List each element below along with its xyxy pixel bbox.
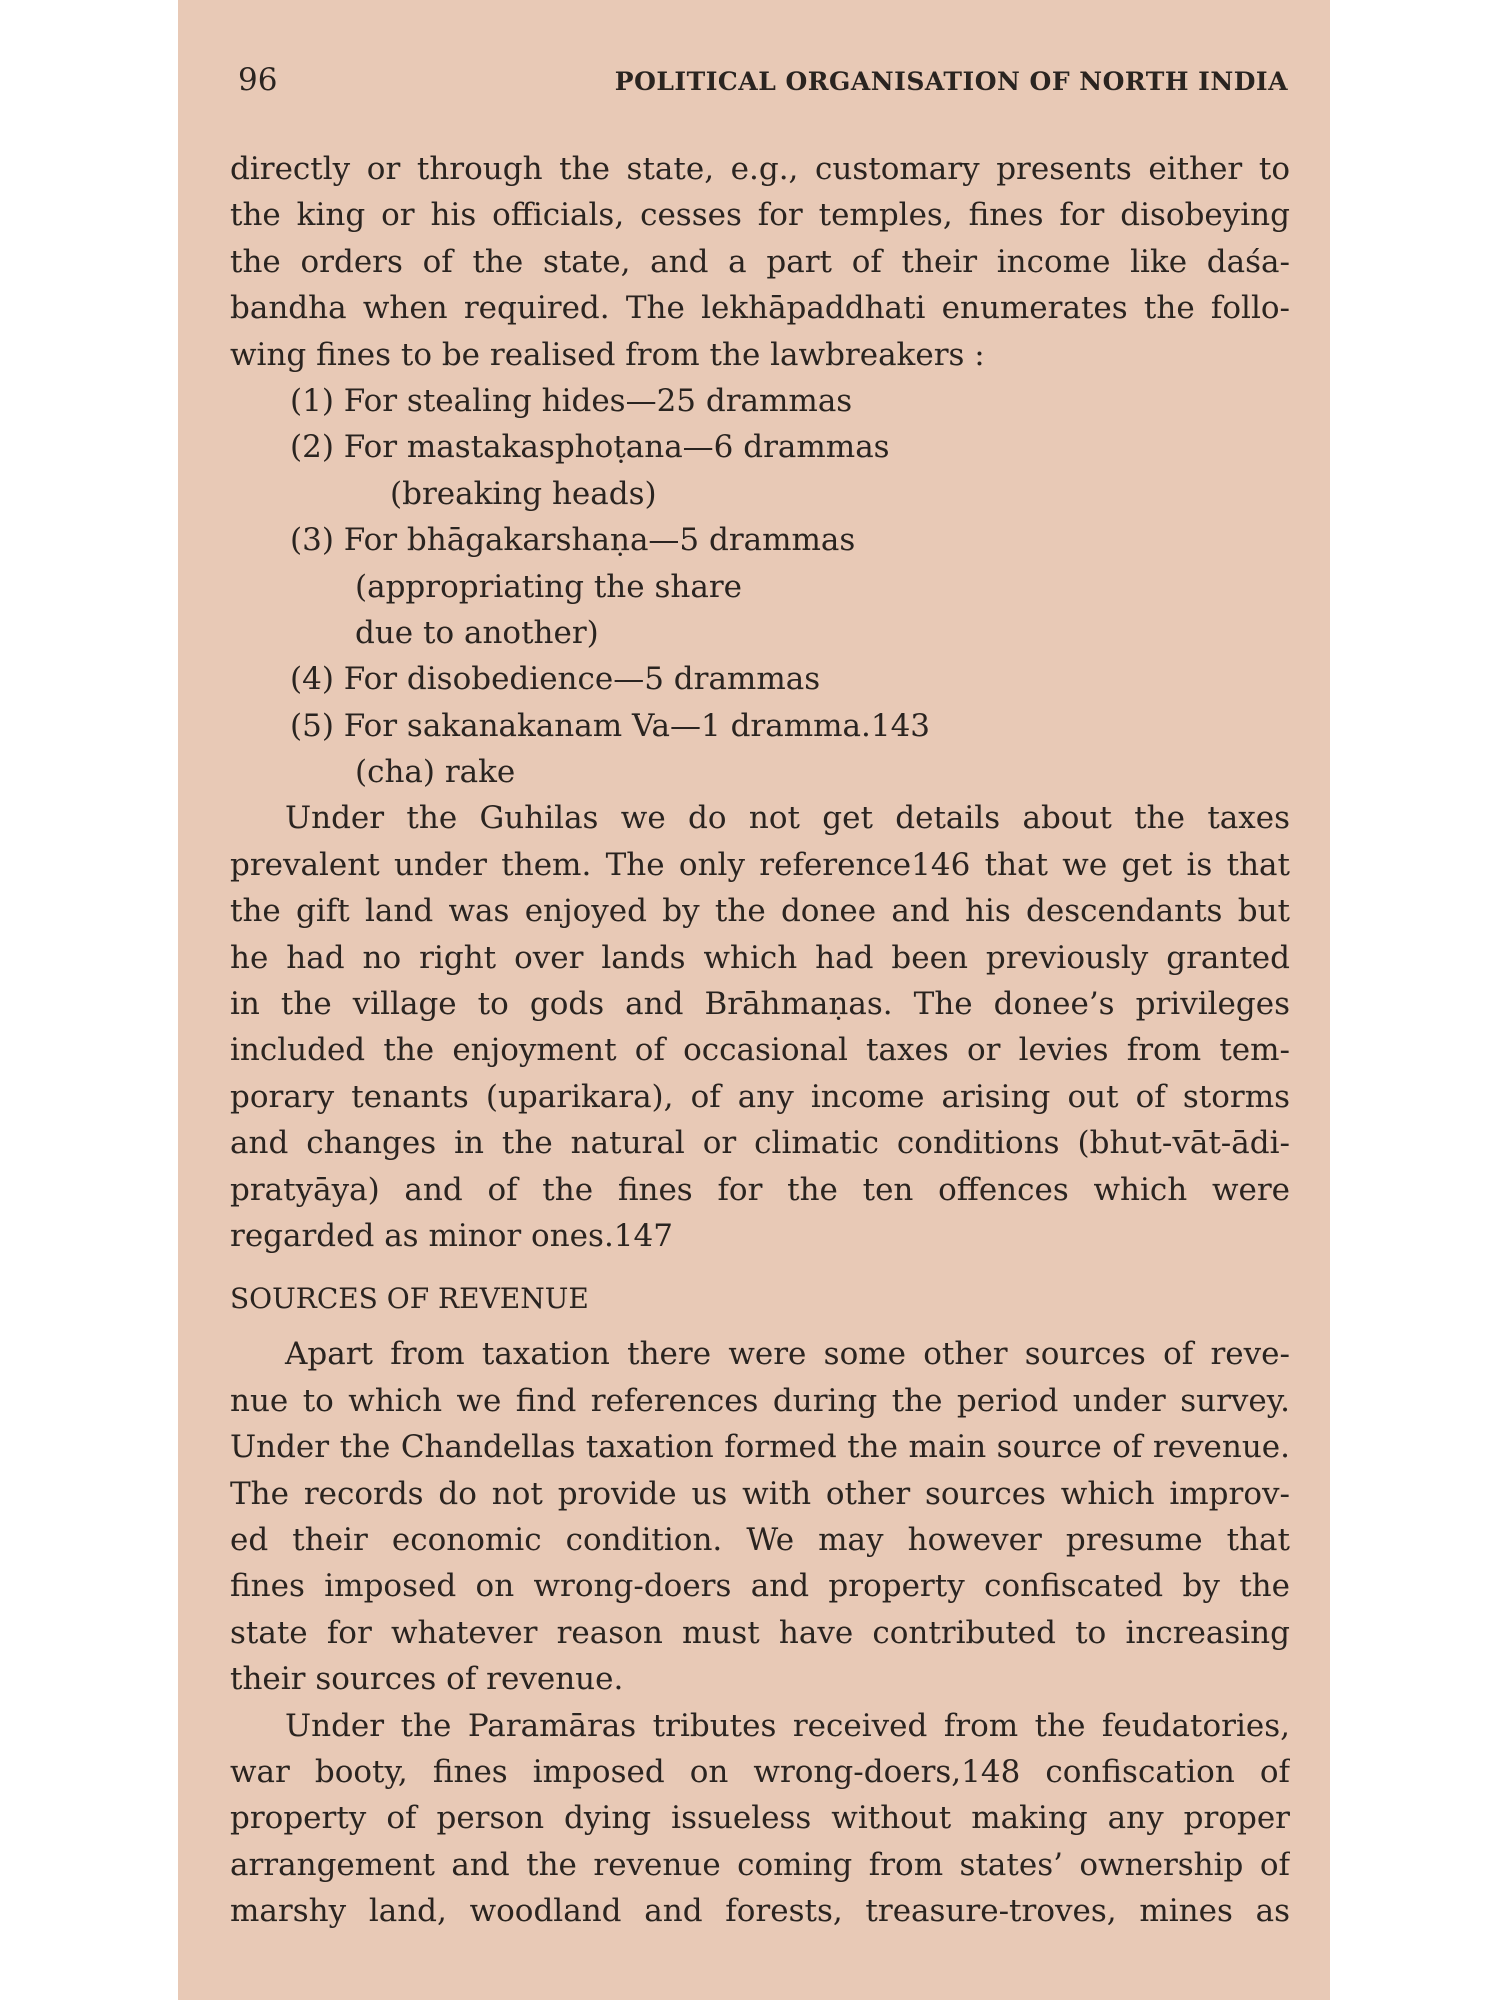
text-line: pratyāya) and of the fines for the ten offences which were (230, 1171, 1290, 1208)
text-line: porary tenants (uparikara), of any income arising out of storms (230, 1078, 1290, 1115)
text-line: directly or through the state, e.g., customary presents either to (230, 151, 1290, 187)
running-title: POLITICAL ORGANISATION OF NORTH INDIA (614, 67, 1288, 96)
list-item (230, 424, 1290, 517)
text-line: marshy land, woodland and forests, treasure-troves, mines as (230, 1893, 1290, 1930)
text-line: state for whatever reason must have contributed to increasing (230, 1614, 1290, 1651)
paragraph-guhilas (230, 795, 1290, 1259)
list-item-gloss: (breaking heads) (390, 475, 657, 512)
list-item-text: (1) For stealing hides—25 drammas (290, 382, 853, 419)
page-header (238, 62, 1288, 102)
list-item-gloss: (appropriating the share (355, 568, 742, 605)
text-line: the gift land was enjoyed by the donee and his descendants but (230, 893, 1290, 930)
text-line: he had no right over lands which had been previously granted (230, 939, 1290, 976)
text-line: the orders of the state, and a part of their income like daśa- (230, 243, 1290, 280)
paragraph-continued (230, 146, 1290, 378)
paragraph-apart-from-taxation (230, 1331, 1290, 1702)
text-line: included the enjoyment of occasional taxes or levies from tem- (230, 1032, 1290, 1069)
list-item (230, 378, 1290, 424)
text-line: ed their economic condition. We may however presume that (230, 1521, 1290, 1558)
list-item-gloss: (cha) rake (355, 754, 516, 791)
text-line: Apart from taxation there were some other sources of reve- (285, 1336, 1290, 1373)
text-line: Under the Chandellas taxation formed the main source of revenue. (230, 1429, 1290, 1466)
list-item (230, 703, 1290, 796)
text-line: the king or his officials, cesses for temples, fines for disobeying (230, 197, 1290, 234)
text-line: arrangement and the revenue coming from states’ ownership of (230, 1846, 1290, 1883)
list-item (230, 656, 1290, 702)
list-item-text: (3) For bhāgakarshaṇa—5 drammas (290, 522, 856, 559)
text-line: The records do not provide us with other sources which improv- (230, 1475, 1290, 1512)
list-item (230, 517, 1290, 656)
text-line: fines imposed on wrong-doers and property confiscated by the (230, 1568, 1290, 1605)
fines-list (230, 378, 1290, 796)
text-line: bandha when required. The lekhāpaddhati enumerates the follo- (230, 290, 1290, 327)
list-item-gloss: due to another) (355, 614, 599, 651)
text-line: prevalent under them. The only reference146 that we get is that (230, 846, 1290, 883)
text-line: nue to which we find references during the period under survey. (230, 1382, 1290, 1419)
text-line: war booty, fines imposed on wrong-doers,148 confiscation of (230, 1753, 1290, 1790)
paragraph-paramaras (230, 1703, 1290, 1935)
text-line: their sources of revenue. (230, 1661, 624, 1698)
text-line: Under the Guhilas we do not get details about the taxes (285, 800, 1290, 837)
page-number: 96 (238, 62, 278, 98)
text-line: and changes in the natural or climatic conditions (bhut-vāt-ādi- (230, 1125, 1290, 1162)
text-line: wing fines to be realised from the lawbreakers : (230, 336, 985, 373)
list-item-text: (2) For mastakasphoṭana—6 drammas (290, 429, 890, 466)
text-line: property of person dying issueless without making any proper (230, 1800, 1290, 1837)
text-line: Under the Paramāras tributes received from the feudatories, (285, 1707, 1290, 1744)
section-heading: SOURCES OF REVENUE (230, 1282, 589, 1316)
list-item-text: (4) For disobedience—5 drammas (290, 661, 821, 698)
text-line: regarded as minor ones.147 (230, 1217, 673, 1254)
page-body (230, 146, 1290, 1934)
text-line: in the village to gods and Brāhmaṇas. The donee’s privileges (230, 986, 1290, 1023)
list-item-text: (5) For sakanakanam Va—1 dramma.143 (290, 707, 931, 744)
book-page (178, 0, 1330, 2000)
